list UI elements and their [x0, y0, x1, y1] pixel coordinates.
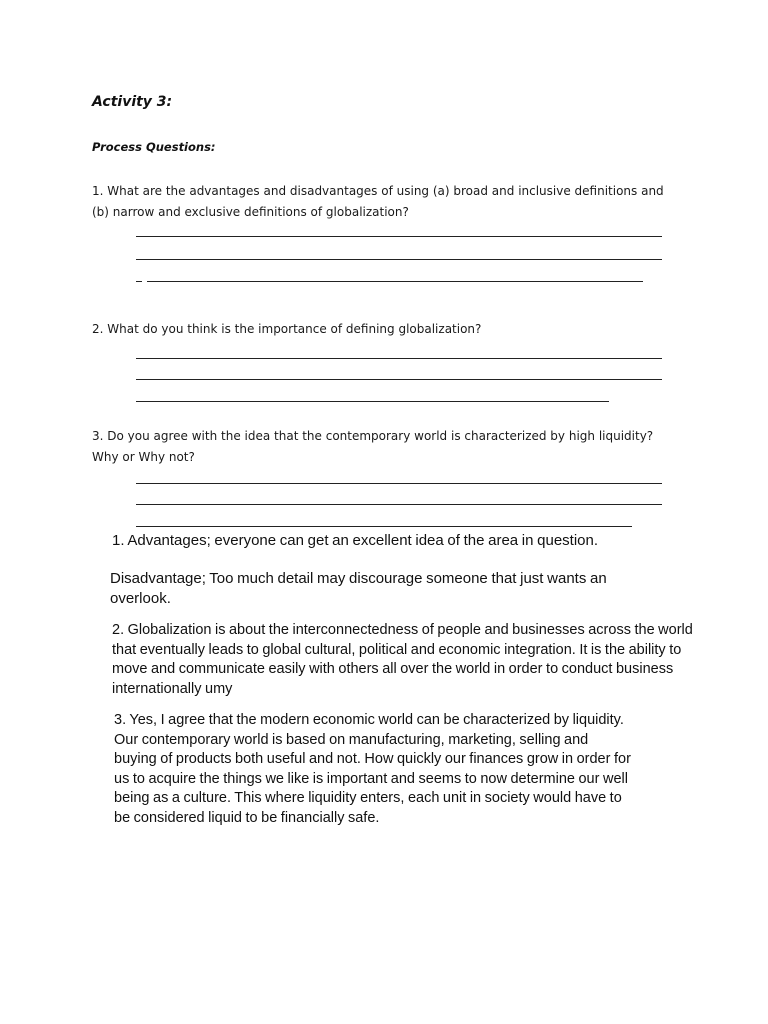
answer-line	[136, 358, 662, 359]
answer-1-advantages: 1. Advantages; everyone can get an excellent idea of the area in question.	[112, 532, 599, 549]
process-questions-label: Process Questions:	[92, 140, 216, 154]
activity-title: Activity 3:	[92, 94, 173, 110]
answer-line	[136, 401, 609, 402]
question-1: 1. What are the advantages and disadvantages of using (a) broad and inclusive definitions and (b) narrow and exclusive definitions of globalization?	[92, 184, 664, 219]
answer-line	[136, 236, 662, 237]
answer-1-disadvantage: Disadvantage; Too much detail may discourage someone that just wants an overlook.	[110, 570, 607, 607]
answer-line	[136, 504, 662, 505]
answer-line	[136, 259, 662, 260]
question-2: 2. What do you think is the importance of defining globalization?	[92, 322, 482, 336]
answer-line	[136, 379, 662, 380]
question-3: 3. Do you agree with the idea that the contemporary world is characterized by high liquidity? Why or Why not?	[92, 429, 654, 464]
answer-2: 2. Globalization is about the interconnectedness of people and businesses across the world that eventually leads to global cultural, political and economic integration. It is the ability to move and communicate easily with others all over the world in order to conduct business internationally umy	[112, 622, 693, 697]
answer-3: 3. Yes, I agree that the modern economic world can be characterized by liquidity. Our contemporary world is based on manufacturing, marketing, selling and buying of products both useful and not. How quickly our finances grow in order for us to acquire the things we like is important and seems to now determine our well being as a culture. This where liquidity enters, each unit in society would have to be considered liquid to be financially safe.	[114, 712, 631, 826]
answer-line	[136, 483, 662, 484]
answer-line	[136, 526, 632, 527]
